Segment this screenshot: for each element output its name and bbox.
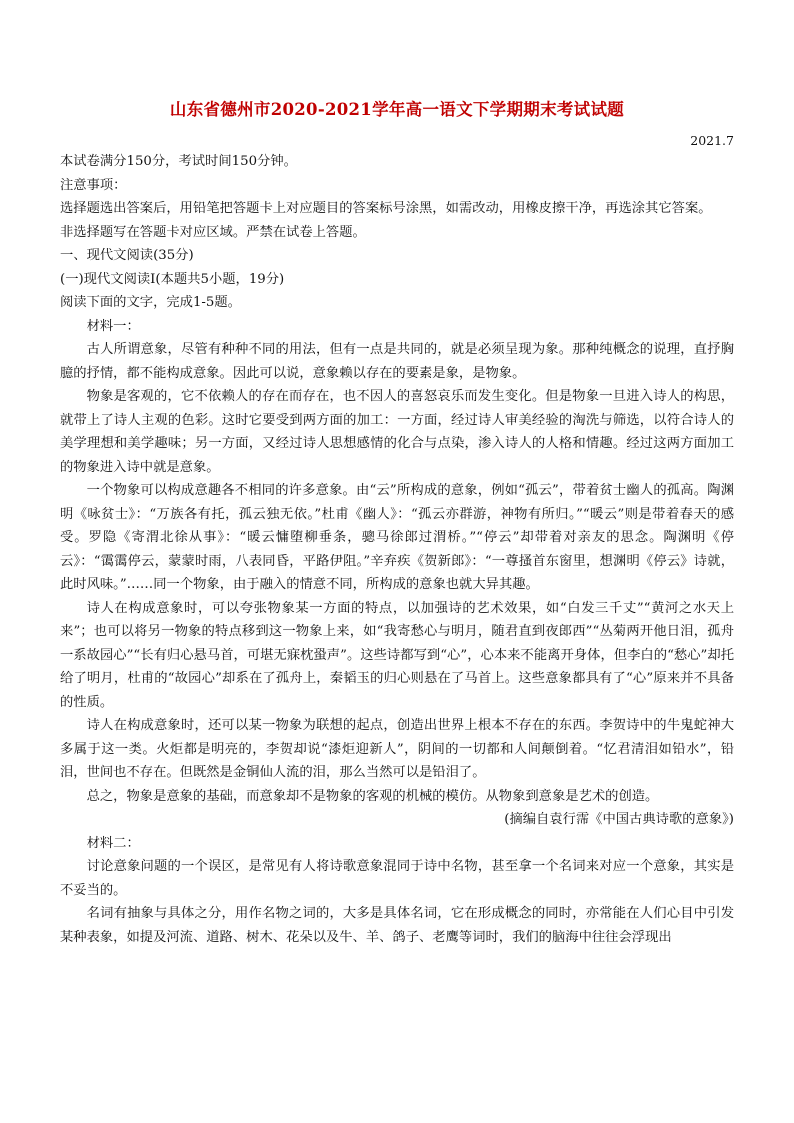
material1-paragraph: 物象是客观的，它不依赖人的存在而存在，也不因人的喜怒哀乐而发生变化。但是物象一旦进入诗人的构思，就带上了诗人主观的色彩。这时它要受到两方面的加工：一方面，经过诗人审美经验的淘洗与筛选，以符合诗人的美学理想和美学趣味；另一方面，又经过诗人思想感情的化合与点染，渗入诗人的人格和情趣。经过这两方面加工的物象进入诗中就是意象。 bbox=[60, 389, 734, 475]
exam-date: 2021.7 bbox=[690, 133, 734, 148]
material2-label: 材料二： bbox=[86, 835, 140, 851]
document-title: 山东省德州市2020-2021学年高一语文下学期期末考试试题 bbox=[169, 100, 625, 119]
material1-paragraph: 诗人在构成意象时，可以夸张物象某一方面的特点，以加强诗的艺术效果，如“白发三千丈”“黄河之水天上来”；也可以将另一物象的特点移到这一物象上来，如“我寄愁心与明月，随君直到夜郎西”“丛菊两开他日泪，孤舟一系故园心”“长有归心悬马首，可堪无寐枕蛩声”。这些诗都写到“心”，心本来不能离开身体，但李白的“愁心”却托给了明月，杜甫的“故园心”却系在了孤舟上，秦韬玉的归心则悬在了马首上。这些意象都具有了“心”原来并不具备的性质。 bbox=[60, 600, 734, 710]
reading-instruction: 阅读下面的文字，完成1-5题。 bbox=[60, 295, 241, 310]
material1-paragraph: 一个物象可以构成意趣各不相同的许多意象。由“云”所构成的意象，例如“孤云”，带着贫士幽人的孤高。陶渊明《咏贫士》：“万族各有托，孤云独无依。”杜甫《幽人》：“孤云亦群游，神物有所归。”“暖云”则是带着春天的感受。罗隐《寄渭北徐从事》：“暖云慵堕柳垂条，骢马徐郎过渭桥。”“停云”却带着对亲友的思念。陶渊明《停云》：“霭霭停云，蒙蒙时雨，八表同昏，平路伊阻。”辛弃疾《贺新郎》：“一尊搔首东窗里，想渊明《停云》诗就，此时风味。”……同一个物象，由于融入的情意不同，所构成的意象也就大异其趣。 bbox=[60, 483, 734, 592]
section-heading: 一、现代文阅读(35分) bbox=[60, 248, 194, 263]
material1-label: 材料一： bbox=[86, 318, 140, 334]
material1-paragraph: 诗人在构成意象时，还可以某一物象为联想的起点，创造出世界上根本不存在的东西。李贺诗中的牛鬼蛇神大多属于这一类。火炬都是明亮的，李贺却说“漆炬迎新人”，阴间的一切都和人间颠倒着。“忆君清泪如铅水”，铅泪，世间也不存在。但既然是金铜仙人流的泪，那么当然可以是铅泪了。 bbox=[60, 718, 734, 780]
material1-source: (摘编自袁行霈《中国古典诗歌的意象》) bbox=[504, 812, 734, 827]
material1-paragraph: 总之，物象是意象的基础，而意象却不是物象的客观的机械的模仿。从物象到意象是艺术的创造。 bbox=[86, 788, 659, 804]
intro-notice-nonchoice: 非选择题写在答题卡对应区域。严禁在试卷上答题。 bbox=[60, 224, 366, 240]
material2-paragraph: 名词有抽象与具体之分，用作名物之词的，大多是具体名词，它在形成概念的同时，亦常能在人们心目中引发某种表象，如提及河流、道路、树木、花朵以及牛、羊、鸽子、老鹰等词时，我们的脑海中往往会浮现出 bbox=[60, 906, 734, 945]
subsection-heading: (一)现代文阅读Ⅰ(本题共5小题，19分) bbox=[60, 271, 285, 287]
intro-notice-choice: 选择题选出答案后，用铅笔把答题卡上对应题目的答案标号涂黑，如需改动，用橡皮擦干净，再选涂其它答案。 bbox=[60, 201, 712, 216]
intro-notice-heading: 注意事项： bbox=[60, 177, 127, 193]
material2-paragraph: 讨论意象问题的一个误区，是常见有人将诗歌意象混同于诗中名物，甚至拿一个名词来对应一个意象，其实是不妥当的。 bbox=[60, 859, 734, 898]
material1-paragraph: 古人所谓意象，尽管有种种不同的用法，但有一点是共同的，就是必须呈现为象。那种纯概念的说理，直抒胸臆的抒情，都不能构成意象。因此可以说，意象赖以存在的要素是象，是物象。 bbox=[60, 342, 734, 381]
intro-score-line: 本试卷满分150分，考试时间150分钟。 bbox=[60, 154, 297, 169]
document-page bbox=[60, 98, 734, 949]
